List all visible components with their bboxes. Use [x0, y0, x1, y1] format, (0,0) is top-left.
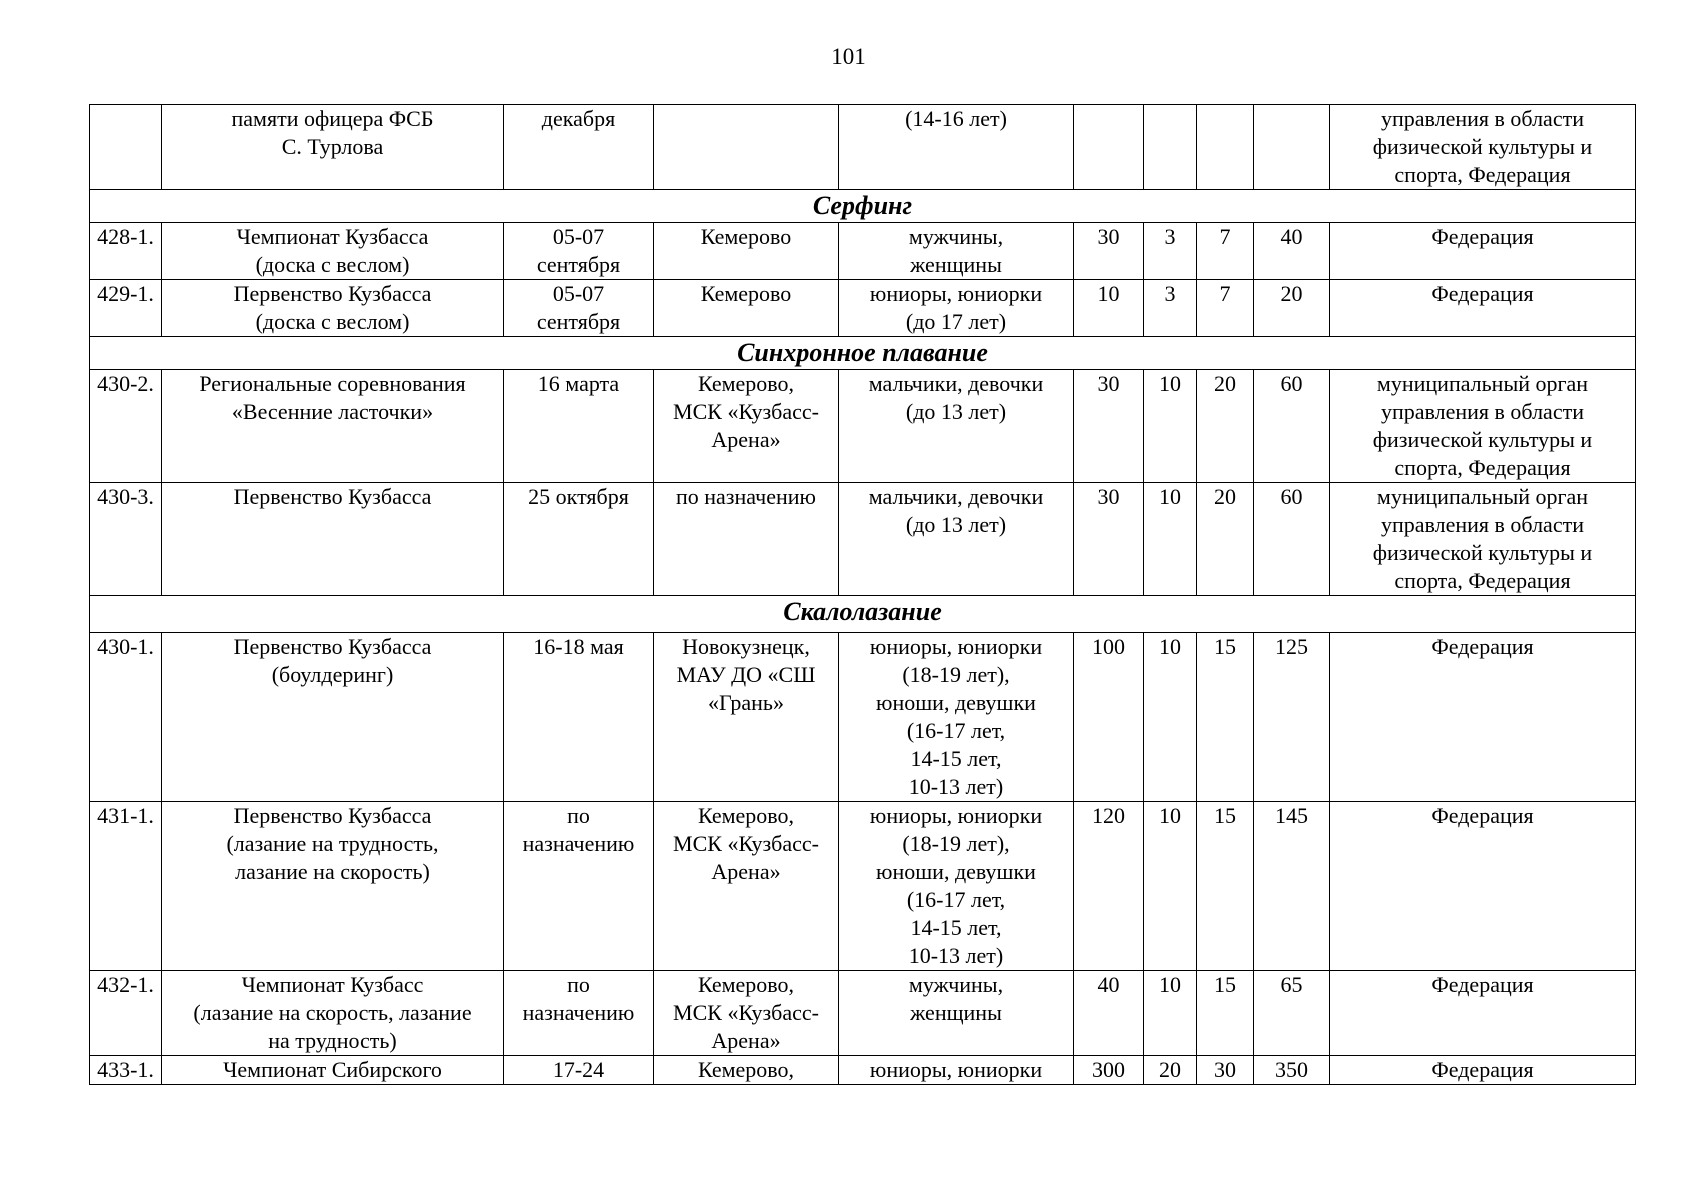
- event-number: 430-1.: [90, 633, 162, 802]
- continuation-row: [90, 105, 1636, 190]
- event-dates: [504, 1056, 654, 1085]
- judges-count: 3: [1144, 280, 1197, 337]
- table-row: [90, 223, 1636, 280]
- event-organizer-line: спорта, Федерация: [1394, 455, 1571, 480]
- event-participants-line: 14-15 лет,: [910, 746, 1002, 771]
- event-participants-line: (16-17 лет,: [906, 718, 1006, 743]
- judges-count: 10: [1144, 633, 1197, 802]
- event-number: 431-1.: [90, 802, 162, 971]
- section-header-row: [90, 337, 1636, 370]
- total-count: 20: [1254, 280, 1330, 337]
- event-participants-line: юноши, девушки: [876, 690, 1036, 715]
- table-row: [90, 370, 1636, 483]
- event-venue-line: Кемерово,: [697, 1057, 795, 1082]
- athletes-count: 30: [1074, 223, 1144, 280]
- coaches-count: [1197, 105, 1254, 190]
- event-participants-line: женщины: [910, 252, 1002, 277]
- event-number: 429-1.: [90, 280, 162, 337]
- event-organizer: [1330, 280, 1636, 337]
- event-participants: [839, 370, 1074, 483]
- event-name-line: Первенство Кузбасса: [233, 634, 432, 659]
- event-participants-line: женщины: [910, 1000, 1002, 1025]
- event-number: 430-3.: [90, 483, 162, 596]
- event-venue: [654, 1056, 839, 1085]
- event-participants: [839, 633, 1074, 802]
- athletes-count: 10: [1074, 280, 1144, 337]
- event-participants-line: юноши, девушки: [876, 859, 1036, 884]
- event-dates-line: сентября: [536, 252, 621, 277]
- event-dates-line: сентября: [536, 309, 621, 334]
- event-name-line: на трудность): [268, 1028, 397, 1053]
- event-venue-line: Кемерово: [700, 281, 792, 306]
- event-participants-line: (18-19 лет),: [902, 662, 1010, 687]
- event-number: 432-1.: [90, 971, 162, 1056]
- coaches-count: 20: [1197, 370, 1254, 483]
- event-organizer: [1330, 1056, 1636, 1085]
- event-number: [90, 105, 162, 190]
- event-name: [162, 633, 504, 802]
- event-participants-line: мужчины,: [908, 972, 1004, 997]
- event-participants-line: 10-13 лет): [908, 774, 1004, 799]
- athletes-count: 30: [1074, 483, 1144, 596]
- event-participants: [839, 223, 1074, 280]
- event-dates: [504, 223, 654, 280]
- events-table: [89, 104, 1636, 1085]
- event-participants: [839, 483, 1074, 596]
- event-dates-line: по: [567, 972, 590, 997]
- event-venue: [654, 370, 839, 483]
- event-venue-line: Кемерово,: [697, 371, 795, 396]
- event-participants-line: (до 17 лет): [905, 309, 1007, 334]
- judges-count: 10: [1144, 971, 1197, 1056]
- event-name-line: Первенство Кузбасса: [233, 281, 432, 306]
- table-row: [90, 1056, 1636, 1085]
- event-venue-line: МАУ ДО «СШ: [676, 662, 816, 687]
- event-organizer-line: спорта, Федерация: [1394, 568, 1571, 593]
- event-organizer-line: управления в области: [1381, 512, 1584, 537]
- event-participants-line: (до 13 лет): [905, 399, 1007, 424]
- table-row: [90, 483, 1636, 596]
- event-participants-line: юниоры, юниорки: [869, 803, 1043, 828]
- event-name-line: лазание на скорость): [235, 859, 430, 884]
- event-name-line: (боулдеринг): [271, 662, 394, 687]
- event-organizer-line: управления в области: [1381, 106, 1584, 131]
- event-name-line: (лазание на трудность,: [226, 831, 439, 856]
- event-participants-line: 14-15 лет,: [910, 915, 1002, 940]
- event-participants-line: 10-13 лет): [908, 943, 1004, 968]
- event-venue-line: МСК «Кузбасс-: [673, 831, 819, 856]
- event-dates: [504, 370, 654, 483]
- event-participants-line: (14-16 лет): [905, 106, 1007, 131]
- event-name: [162, 1056, 504, 1085]
- section-title: Серфинг: [90, 190, 1636, 223]
- event-dates-line: назначению: [522, 831, 635, 856]
- athletes-count: 40: [1074, 971, 1144, 1056]
- section-header-row: [90, 190, 1636, 223]
- total-count: 65: [1254, 971, 1330, 1056]
- event-venue-line: по назначению: [676, 484, 816, 509]
- event-dates: [504, 105, 654, 190]
- coaches-count: 7: [1197, 223, 1254, 280]
- event-organizer-line: Федерация: [1431, 224, 1534, 249]
- event-dates: [504, 802, 654, 971]
- event-organizer: [1330, 633, 1636, 802]
- page-number: 101: [831, 44, 866, 69]
- event-dates-line: 16-18 мая: [533, 634, 624, 659]
- event-name-line: Чемпионат Кузбасса: [236, 224, 429, 249]
- event-number: 433-1.: [90, 1056, 162, 1085]
- event-name-line: (лазание на скорость, лазание: [193, 1000, 472, 1025]
- total-count: 145: [1254, 802, 1330, 971]
- event-participants-line: юниоры, юниорки: [869, 634, 1043, 659]
- event-number: 430-2.: [90, 370, 162, 483]
- event-venue-line: «Грань»: [708, 690, 784, 715]
- event-organizer-line: Федерация: [1431, 803, 1534, 828]
- event-organizer: [1330, 370, 1636, 483]
- event-participants: [839, 802, 1074, 971]
- athletes-count: 120: [1074, 802, 1144, 971]
- event-dates: [504, 280, 654, 337]
- table-row: [90, 280, 1636, 337]
- table-row: [90, 802, 1636, 971]
- event-venue-line: Арена»: [711, 859, 781, 884]
- athletes-count: 30: [1074, 370, 1144, 483]
- event-name: [162, 483, 504, 596]
- event-participants-line: мужчины,: [908, 224, 1004, 249]
- event-dates-line: 17-24: [552, 1057, 605, 1082]
- event-organizer: [1330, 483, 1636, 596]
- total-count: 40: [1254, 223, 1330, 280]
- event-venue: [654, 223, 839, 280]
- coaches-count: 15: [1197, 971, 1254, 1056]
- event-participants-line: юниоры, юниорки: [869, 281, 1043, 306]
- event-name: [162, 370, 504, 483]
- event-dates-line: по: [567, 803, 590, 828]
- total-count: [1254, 105, 1330, 190]
- event-organizer-line: Федерация: [1431, 634, 1534, 659]
- event-name: [162, 802, 504, 971]
- event-dates-line: назначению: [522, 1000, 635, 1025]
- event-dates: [504, 633, 654, 802]
- event-name-line: С. Турлова: [281, 134, 384, 159]
- event-organizer: [1330, 802, 1636, 971]
- event-dates-line: 05-07: [552, 224, 605, 249]
- event-name-line: Региональные соревнования: [199, 371, 466, 396]
- event-venue-line: МСК «Кузбасс-: [673, 399, 819, 424]
- event-venue-line: Кемерово,: [697, 972, 795, 997]
- total-count: 60: [1254, 370, 1330, 483]
- event-venue-line: Арена»: [711, 427, 781, 452]
- coaches-count: 30: [1197, 1056, 1254, 1085]
- event-organizer: [1330, 971, 1636, 1056]
- event-dates-line: 25 октября: [528, 484, 629, 509]
- event-organizer-line: физической культуры и: [1372, 427, 1593, 452]
- event-venue: [654, 483, 839, 596]
- athletes-count: [1074, 105, 1144, 190]
- event-participants: [839, 971, 1074, 1056]
- event-name-line: (доска с веслом): [255, 309, 410, 334]
- judges-count: 10: [1144, 370, 1197, 483]
- event-participants: [839, 280, 1074, 337]
- event-participants-line: юниоры, юниорки: [869, 1057, 1043, 1082]
- judges-count: [1144, 105, 1197, 190]
- event-name: [162, 971, 504, 1056]
- event-organizer-line: физической культуры и: [1372, 540, 1593, 565]
- table-row: [90, 633, 1636, 802]
- event-participants-line: (до 13 лет): [905, 512, 1007, 537]
- event-organizer-line: физической культуры и: [1372, 134, 1593, 159]
- event-organizer-line: муниципальный орган: [1376, 484, 1589, 509]
- event-organizer-line: Федерация: [1431, 281, 1534, 306]
- event-name-line: Первенство Кузбасса: [233, 484, 432, 509]
- event-organizer: [1330, 223, 1636, 280]
- event-name-line: Чемпионат Кузбасс: [241, 972, 424, 997]
- event-name: [162, 105, 504, 190]
- event-organizer-line: Федерация: [1431, 972, 1534, 997]
- event-name-line: «Весенние ласточки»: [231, 399, 434, 424]
- event-venue: [654, 105, 839, 190]
- coaches-count: 20: [1197, 483, 1254, 596]
- judges-count: 10: [1144, 483, 1197, 596]
- event-dates: [504, 483, 654, 596]
- event-dates: [504, 971, 654, 1056]
- event-venue: [654, 633, 839, 802]
- event-name: [162, 280, 504, 337]
- coaches-count: 15: [1197, 802, 1254, 971]
- event-venue: [654, 802, 839, 971]
- judges-count: 20: [1144, 1056, 1197, 1085]
- event-name-line: памяти офицера ФСБ: [231, 106, 434, 131]
- event-participants-line: (16-17 лет,: [906, 887, 1006, 912]
- event-dates-line: 16 марта: [537, 371, 620, 396]
- total-count: 60: [1254, 483, 1330, 596]
- event-participants-line: мальчики, девочки: [868, 371, 1044, 396]
- event-number: 428-1.: [90, 223, 162, 280]
- athletes-count: 300: [1074, 1056, 1144, 1085]
- judges-count: 10: [1144, 802, 1197, 971]
- event-venue-line: Арена»: [711, 1028, 781, 1053]
- event-participants-line: (18-19 лет),: [902, 831, 1010, 856]
- event-venue-line: Новокузнецк,: [682, 634, 810, 659]
- judges-count: 3: [1144, 223, 1197, 280]
- table-row: [90, 971, 1636, 1056]
- event-venue-line: МСК «Кузбасс-: [673, 1000, 819, 1025]
- event-organizer-line: управления в области: [1381, 399, 1584, 424]
- total-count: 350: [1254, 1056, 1330, 1085]
- event-venue: [654, 280, 839, 337]
- coaches-count: 15: [1197, 633, 1254, 802]
- coaches-count: 7: [1197, 280, 1254, 337]
- event-venue: [654, 971, 839, 1056]
- athletes-count: 100: [1074, 633, 1144, 802]
- total-count: 125: [1254, 633, 1330, 802]
- event-organizer-line: муниципальный орган: [1376, 371, 1589, 396]
- section-header-row: [90, 596, 1636, 633]
- section-title: Синхронное плавание: [90, 337, 1636, 370]
- event-dates-line: 05-07: [552, 281, 605, 306]
- event-participants: [839, 105, 1074, 190]
- event-organizer-line: Федерация: [1431, 1057, 1534, 1082]
- event-organizer-line: спорта, Федерация: [1394, 162, 1571, 187]
- event-dates-line: декабря: [541, 106, 616, 131]
- event-name-line: Первенство Кузбасса: [233, 803, 432, 828]
- event-venue-line: Кемерово,: [697, 803, 795, 828]
- event-organizer: [1330, 105, 1636, 190]
- event-name: [162, 223, 504, 280]
- section-title: Скалолазание: [90, 596, 1636, 633]
- event-participants: [839, 1056, 1074, 1085]
- event-name-line: (доска с веслом): [255, 252, 410, 277]
- event-participants-line: мальчики, девочки: [868, 484, 1044, 509]
- event-name-line: Чемпионат Сибирского: [223, 1057, 442, 1082]
- event-venue-line: Кемерово: [700, 224, 792, 249]
